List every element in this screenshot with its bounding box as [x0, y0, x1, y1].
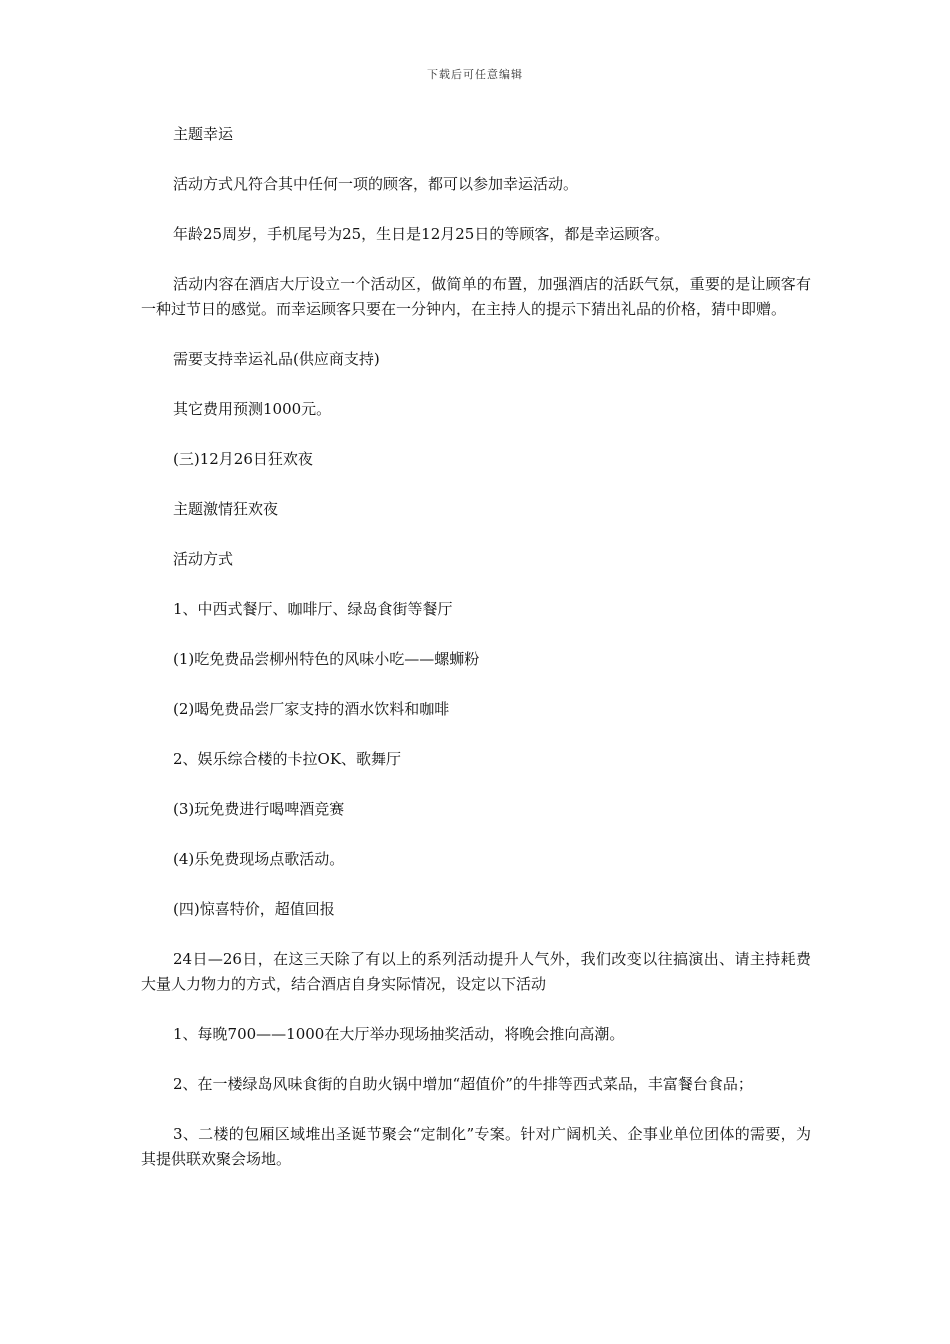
- document-body: [141, 122, 811, 1197]
- paragraph: 活动内容在酒店大厅设立一个活动区，做简单的布置，加强酒店的活跃气氛，重要的是让顾客有一种过节日的感觉。而幸运顾客只要在一分钟内，在主持人的提示下猜出礼品的价格，猜中即赠。: [141, 275, 811, 318]
- list-item: (4)乐免费现场点歌活动。: [173, 850, 345, 868]
- paragraph: 活动方式凡符合其中任何一项的顾客，都可以参加幸运活动。: [173, 175, 579, 193]
- list-item: (3)玩免费进行喝啤酒竞赛: [173, 800, 345, 818]
- list-item: 3、二楼的包厢区域堆出圣诞节聚会“定制化”专案。针对广阔机关、企事业单位团体的需要，为其提供联欢聚会场地。: [141, 1125, 811, 1168]
- paragraph: 需要支持幸运礼品(供应商支持): [173, 350, 380, 368]
- list-item: 2、在一楼绿岛风味食街的自助火锅中增加“超值价”的牛排等西式菜品，丰富餐台食品；: [173, 1075, 753, 1093]
- paragraph: 年龄25周岁，手机尾号为25，生日是12月25日的等顾客，都是幸运顾客。: [173, 225, 670, 243]
- paragraph: 24日—26日，在这三天除了有以上的系列活动提升人气外，我们改变以往搞演出、请主持耗费大量人力物力的方式，结合酒店自身实际情况，设定以下活动: [141, 950, 811, 993]
- paragraph: 活动方式: [173, 550, 234, 568]
- list-item: 1、每晚700——1000在大厅举办现场抽奖活动，将晚会推向高潮。: [173, 1025, 625, 1043]
- header-note: 下载后可任意编辑: [427, 68, 523, 81]
- list-item: 1、中西式餐厅、咖啡厅、绿岛食街等餐厅: [173, 600, 453, 618]
- paragraph: 主题激情狂欢夜: [173, 500, 279, 518]
- section-heading: (三)12月26日狂欢夜: [173, 450, 313, 468]
- list-item: (2)喝免费品尝厂家支持的酒水饮料和咖啡: [173, 700, 450, 718]
- list-item: (1)吃免费品尝柳州特色的风味小吃——螺蛳粉: [173, 650, 480, 668]
- paragraph: 主题幸运: [173, 125, 234, 143]
- paragraph: 其它费用预测1000元。: [173, 400, 332, 418]
- section-heading: (四)惊喜特价，超值回报: [173, 900, 335, 918]
- list-item: 2、娱乐综合楼的卡拉OK、歌舞厅: [173, 750, 402, 768]
